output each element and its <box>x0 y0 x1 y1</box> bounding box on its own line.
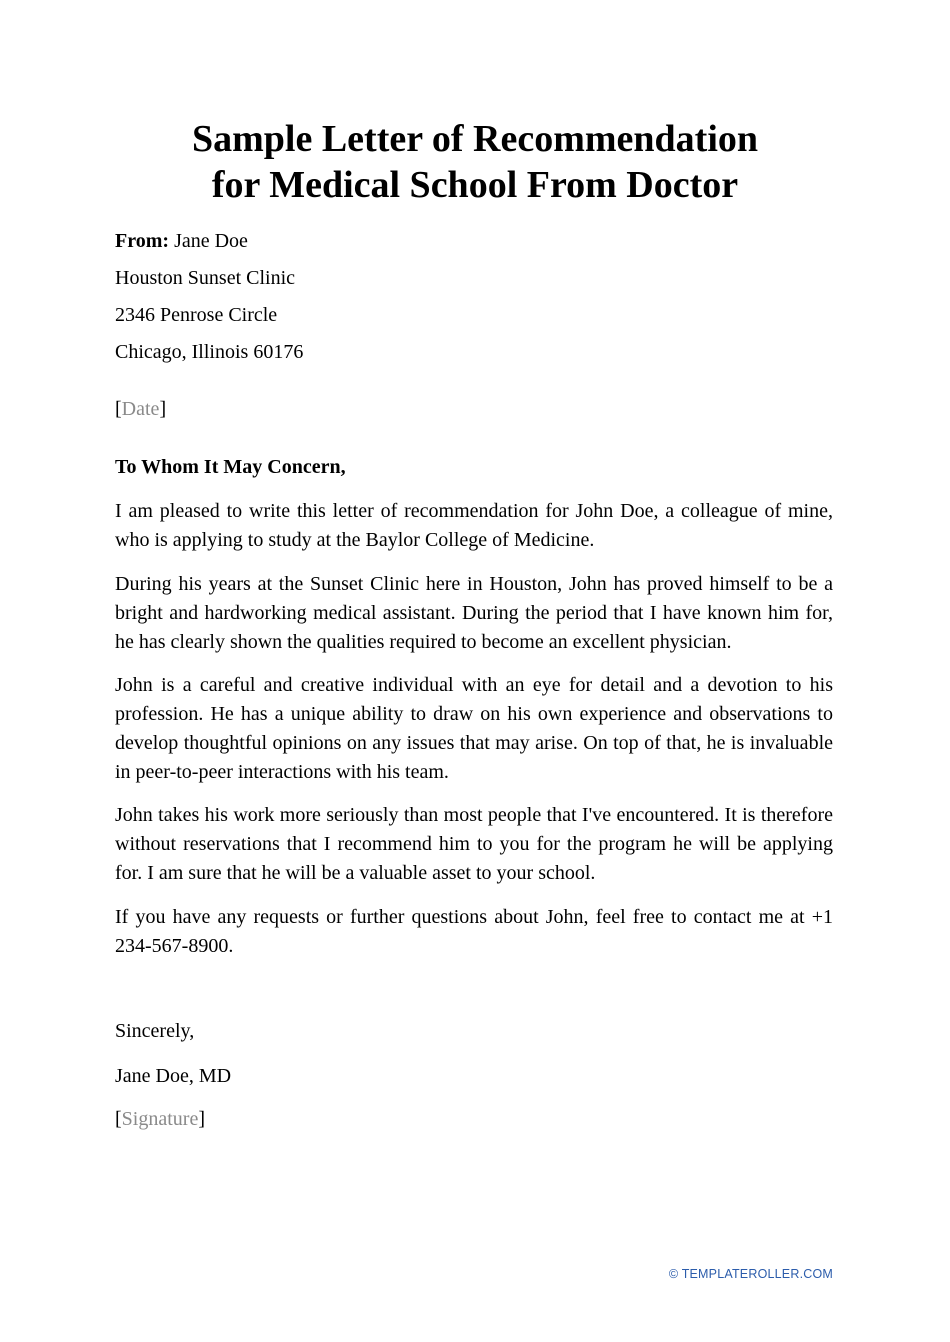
footer-link[interactable] <box>669 1266 833 1282</box>
from-label: From: <box>115 230 170 252</box>
salutation: To Whom It May Concern, <box>115 456 346 478</box>
sender-organization: Houston Sunset Clinic <box>115 267 296 289</box>
date-field[interactable] <box>115 397 166 421</box>
sender-name: Jane Doe <box>174 230 248 252</box>
signature-placeholder: Signature <box>121 1108 199 1130</box>
valediction: Sincerely, <box>115 1020 195 1042</box>
body-paragraph-3: John is a careful and creative individual with an eye for detail and a devotion to his profession. He has a unique ability to draw on his own experience and observations to develop thoughtful opinions on any issues that may arise. On top of that, he is invaluable in peer-to-peer interactions with his team. <box>115 674 833 783</box>
title-line-1: Sample Letter of Recommendation <box>191 118 759 160</box>
signer-name: Jane Doe, MD <box>115 1065 232 1087</box>
signature-close-bracket: ] <box>198 1108 205 1130</box>
copyright-symbol: © <box>668 1267 679 1281</box>
sender-from-line <box>115 229 248 253</box>
title-line-2: for Medical School From Doctor <box>211 164 739 206</box>
body-paragraph-5: If you have any requests or further questions about John, feel free to contact me at +1 234-567-8900. <box>115 906 833 957</box>
sender-city: Chicago, Illinois 60176 <box>115 341 304 363</box>
signature-field[interactable] <box>115 1107 205 1131</box>
footer-site: TEMPLATEROLLER.COM <box>681 1267 833 1281</box>
body-paragraph-2: During his years at the Sunset Clinic here in Houston, John has proved himself to be a bright and hardworking medical assistant. During the period that I have known him for, he has clearly shown the qualities required to become an excellent physician. <box>115 573 833 653</box>
sender-street: 2346 Penrose Circle <box>115 304 278 326</box>
date-placeholder: Date <box>121 398 160 420</box>
body-paragraph-1: I am pleased to write this letter of recommendation for John Doe, a colleague of mine, who is applying to study at the Baylor College of Medicine. <box>115 500 833 551</box>
document-title <box>0 116 950 208</box>
signature-open-bracket: [ <box>115 1108 122 1130</box>
body-paragraph-4: John takes his work more seriously than most people that I've encountered. It is therefore without reservations that I recommend him to you for the program he will be applying for. I am sure that he will be a valuable asset to your school. <box>115 804 833 884</box>
date-close-bracket: ] <box>159 398 167 420</box>
date-open-bracket: [ <box>115 398 122 420</box>
